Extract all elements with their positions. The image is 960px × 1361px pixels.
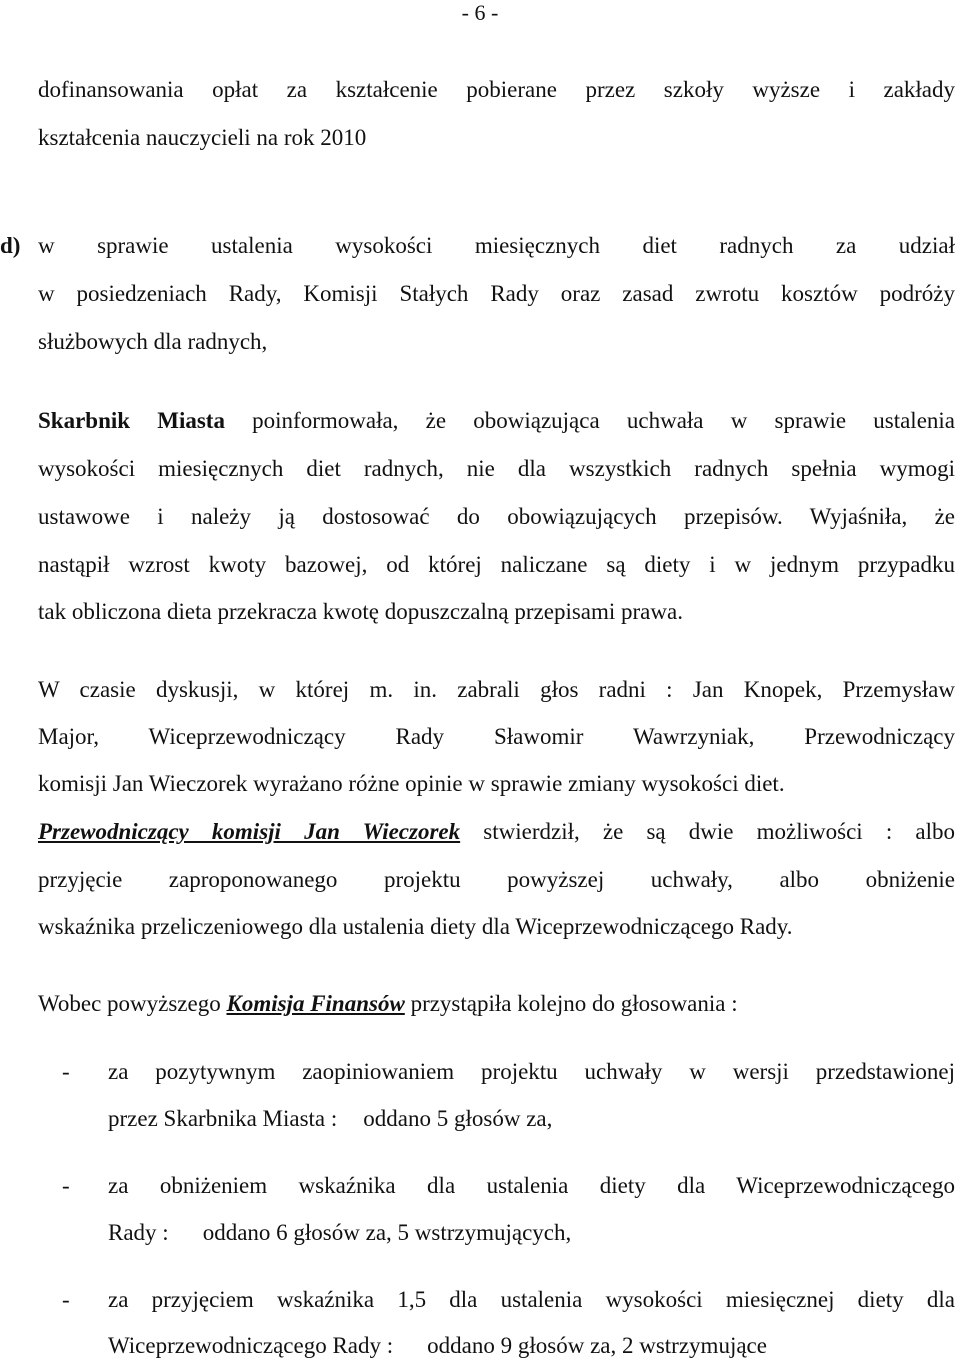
- vote-2-line-1: za obniżeniem wskaźnika dla ustalenia diety dla Wiceprzewodniczącego: [108, 1173, 955, 1198]
- vote-1-line-1: za pozytywnym zaopiniowaniem projektu uchwały w wersji przedstawionej: [108, 1059, 955, 1084]
- paragraph-2-line-2: wysokości miesięcznych diet radnych, nie dla wszystkich radnych spełnia wymogi: [38, 456, 955, 481]
- vote-1-dash: -: [62, 1059, 70, 1084]
- item-d-line-3: służbowych dla radnych,: [38, 329, 268, 354]
- paragraph-1-line-1: dofinansowania opłat za kształcenie pobierane przez szkoły wyższe i zakłady: [38, 77, 955, 102]
- item-d-line-2: w posiedzeniach Rady, Komisji Stałych Rady oraz zasad zwrotu kosztów podróży: [38, 281, 955, 306]
- paragraph-2-line-3: ustawowe i należy ją dostosować do obowiązujących przepisów. Wyjaśniła, że: [38, 504, 955, 529]
- vote-3-line-1: za przyjęciem wskaźnika 1,5 dla ustalenia wysokości miesięcznej diety dla: [108, 1287, 955, 1312]
- vote-3-result: oddano 9 głosów za, 2 wstrzymujące: [427, 1333, 767, 1358]
- paragraph-3-line-3: komisji Jan Wieczorek wyrażano różne opinie w sprawie zmiany wysokości diet.: [38, 771, 785, 796]
- vote-2-result: oddano 6 głosów za, 5 wstrzymujących,: [202, 1220, 572, 1245]
- paragraph-3-line-1: W czasie dyskusji, w której m. in. zabrali głos radni : Jan Knopek, Przemysław: [38, 677, 955, 702]
- paragraph-2-line-1-text: poinformowała, że obowiązująca uchwała w sprawie ustalenia: [224, 408, 956, 433]
- speaker-committee-chair: Przewodniczący komisji Jan Wieczorek: [38, 819, 461, 844]
- vote-2-line-2: Rady : oddano 6 głosów za, 5 wstrzymujących,: [108, 1220, 572, 1245]
- finance-committee: Komisja Finansów: [226, 991, 405, 1016]
- vote-3-dash: -: [62, 1287, 70, 1312]
- vote-1-line-2: przez Skarbnika Miasta : oddano 5 głosów za,: [108, 1106, 553, 1131]
- item-d-marker: d): [0, 233, 21, 258]
- paragraph-1-line-2: kształcenia nauczycieli na rok 2010: [38, 125, 367, 150]
- vote-2-dash: -: [62, 1173, 70, 1198]
- speaker-treasurer: Skarbnik Miasta: [38, 408, 225, 433]
- paragraph-4-line-1: [38, 818, 955, 846]
- paragraph-3-line-2: Major, Wiceprzewodniczący Rady Sławomir Wawrzyniak, Przewodniczący: [38, 724, 955, 749]
- paragraph-2-line-1: [38, 407, 955, 435]
- vote-3-line-2: Wiceprzewodniczącego Rady : oddano 9 głosów za, 2 wstrzymujące: [108, 1333, 767, 1358]
- paragraph-2-line-4: nastąpił wzrost kwoty bazowej, od której naliczane są diety i w jednym przypadku: [38, 552, 955, 577]
- paragraph-4-line-2: przyjęcie zaproponowanego projektu powyższej uchwały, albo obniżenie: [38, 867, 955, 892]
- paragraph-5: Wobec powyższego Komisja Finansów przystąpiła kolejno do głosowania :: [38, 991, 738, 1016]
- item-d-line-1: w sprawie ustalenia wysokości miesięcznych diet radnych za udział: [38, 233, 955, 258]
- paragraph-4-line-3: wskaźnika przeliczeniowego dla ustalenia diety dla Wiceprzewodniczącego Rady.: [38, 914, 793, 939]
- paragraph-4-line-1-text: stwierdził, że są dwie możliwości : albo: [460, 819, 955, 844]
- page-number: - 6 -: [461, 0, 499, 25]
- paragraph-2-line-5: tak obliczona dieta przekracza kwotę dopuszczalną przepisami prawa.: [38, 599, 683, 624]
- vote-1-result: oddano 5 głosów za,: [363, 1106, 553, 1131]
